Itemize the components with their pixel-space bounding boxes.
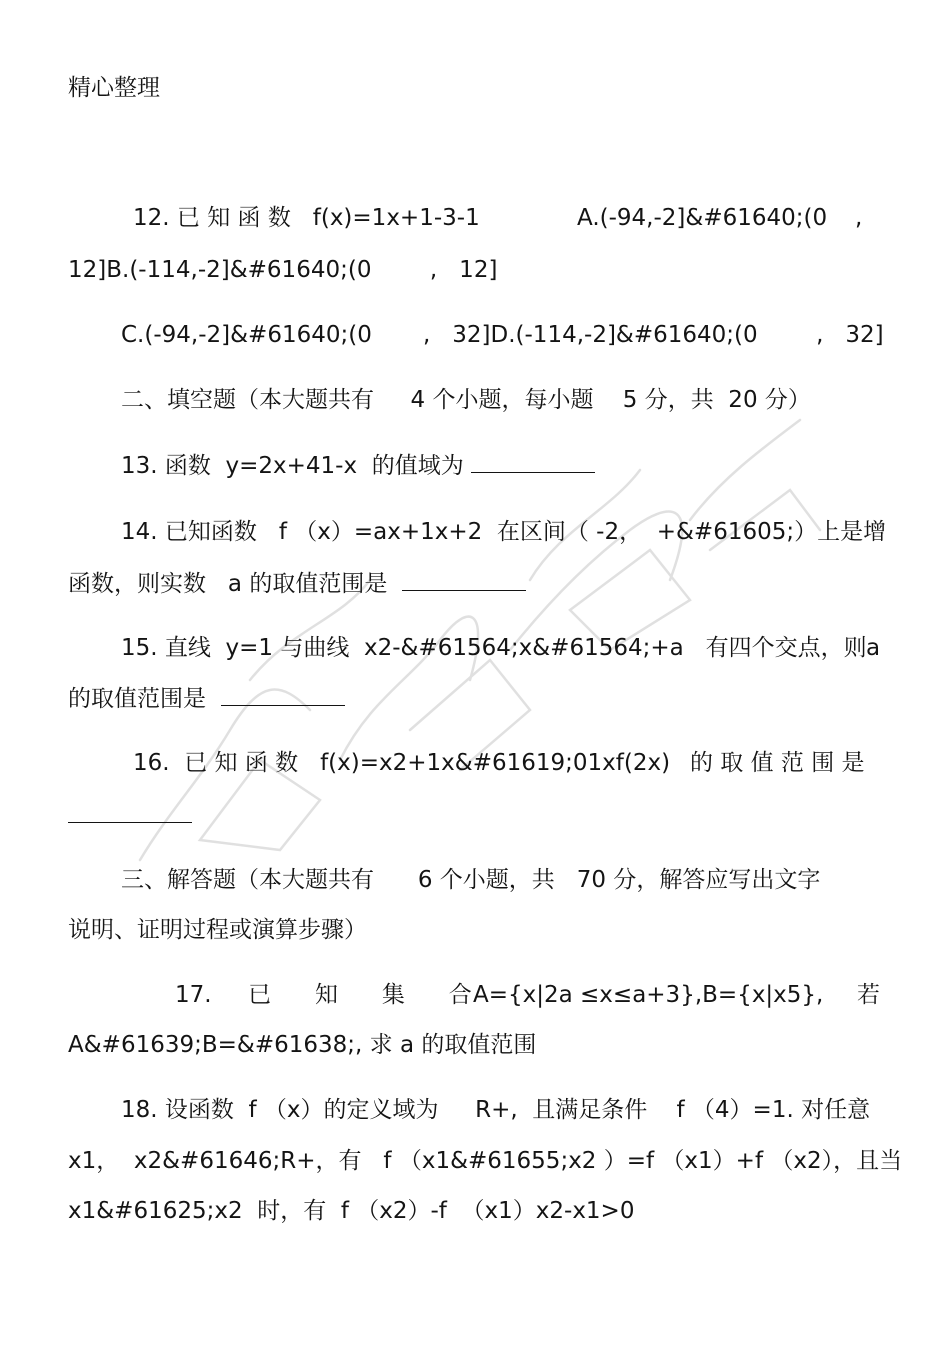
q14-answer-blank (402, 568, 526, 591)
q15-line1-end: a (866, 635, 881, 661)
q17-line1-start: 17. 已 知 集 合 (175, 982, 472, 1008)
q14-line2: 函数，则实数 a 的取值范围是 (68, 571, 402, 597)
q13-line (121, 450, 595, 481)
q15-answer-blank (221, 683, 345, 706)
q17-line1-end: 若 (857, 982, 880, 1008)
q12-line2: 12]B.(-114,-2]&#61640;(0 , 12] (68, 257, 498, 283)
section2-heading: 二、填空题（本大题共有 4 个小题，每小题 5 分，共 20 分） (121, 387, 811, 413)
q15-line1: 15. 直线 y=1 与曲线 x2-&#61564;x&#61564;+a 有四个交点，则 (121, 635, 867, 661)
q13-answer-blank (471, 450, 595, 473)
q15-line2-wrap (68, 683, 345, 714)
q12-line3: C.(-94,-2]&#61640;(0 , 32]D.(-114,-2]&#61640;(0 , 32] (121, 322, 884, 348)
q16-line1: 16. 已 知 函 数 f(x)=x2+1x&#61619;01xf(2x) (133, 750, 671, 776)
q12-line1-stem: 12. 已 知 函 数 f(x)=1x+1-3-1 (133, 205, 480, 231)
q16-line2-wrap (68, 800, 192, 831)
q12-line1-comma: , (855, 205, 863, 231)
q18-line1: 18. 设函数 f （x）的定义域为 R+, 且满足条件 f （4）=1. 对任意 (121, 1097, 871, 1123)
q16-line1-end: 的 取 值 范 围 是 (690, 750, 865, 776)
q17-line1-set: A={x|2a ≤x≤a+3},B={x|x5}, (473, 982, 824, 1008)
q15-line2: 的取值范围是 (68, 686, 221, 712)
page-header: 精心整理 (68, 75, 160, 101)
q13-text: 13. 函数 y=2x+41-x 的值域为 (121, 453, 472, 479)
q14-line2-wrap (68, 568, 526, 599)
q17-line2: A&#61639;B=&#61638;, 求 a 的取值范围 (68, 1032, 537, 1058)
q16-answer-blank (68, 800, 192, 823)
q14-line1: 14. 已知函数 f （x）=ax+1x+2 在区间（ -2， +&#61605;）上是增 (121, 519, 887, 545)
q12-line1-option-a: A.(-94,-2]&#61640;(0 (577, 205, 828, 231)
q18-line3: x1&#61625;x2 时，有 f （x2）-f （x1）x2-x1>0 (68, 1198, 635, 1224)
section3-line2: 说明、证明过程或演算步骤） (68, 917, 367, 943)
q18-line2: x1， x2&#61646;R+，有 f （x1&#61655;x2 ）=f （x1）+f （x2），且当 (68, 1148, 903, 1174)
section3-line1: 三、解答题（本大题共有 6 个小题，共 70 分，解答应写出文字 (121, 867, 821, 893)
